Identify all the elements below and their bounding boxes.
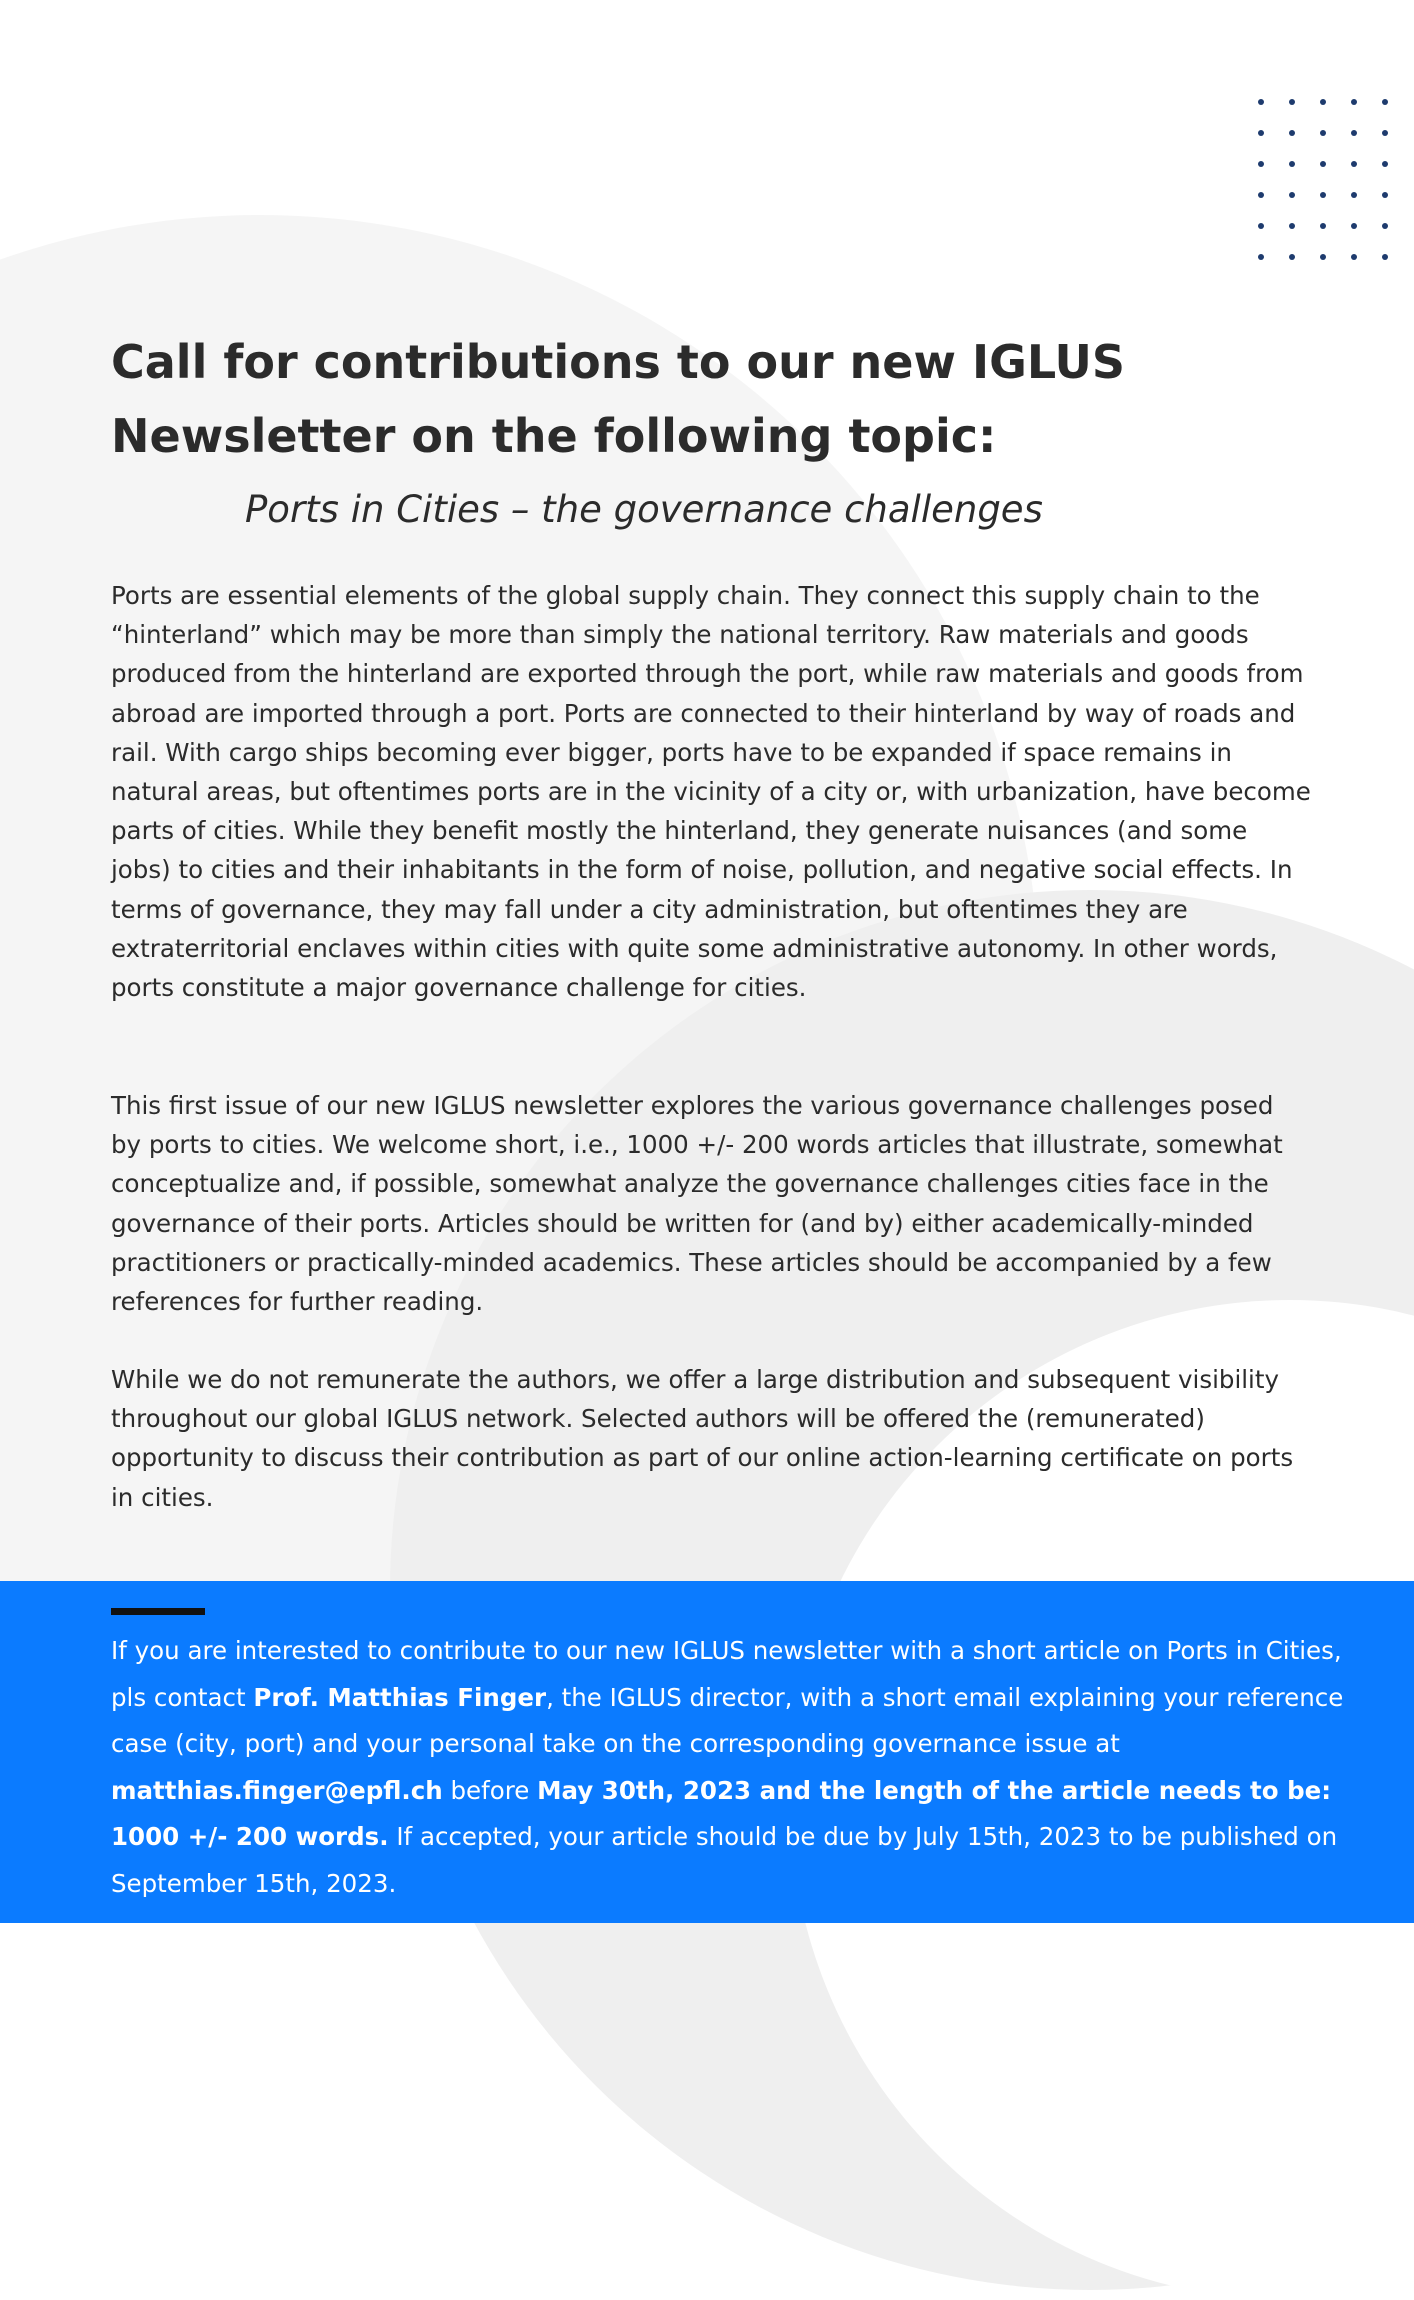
contact-name: Prof. Matthias Finger [253,1682,547,1712]
paragraph-remuneration: While we do not remunerate the authors, we offer a large distribution and subsequent visibility throughout our global IGLUS network. Selected authors will be offered the (remunerated) opportunity to discuss their contribution as part of our online action-learning certificate on ports in cities. [111,1365,1294,1512]
dot [1258,192,1264,198]
dot [1289,192,1295,198]
accent-bar [111,1608,205,1615]
paragraph-newsletter-issue: This first issue of our new IGLUS newsletter explores the various governance challenges posed by ports to cities. We welcome short, i.e., 1000 +/- 200 words articles that illustrate, somewhat conceptualize and, if possible, somewhat analyze the governance challenges cities face in the governance of their ports. Articles should be written for (and by) either academically-minded practitioners or practically-minded academics. These articles should be accompanied by a few references for further reading. [111,1091,1283,1317]
dot [1320,223,1326,229]
dot [1351,192,1357,198]
contact-text-part2: , the IGLUS director, with a short email explaining your reference case (city, port) and your personal take on the corresponding governance issue at [111,1682,1344,1758]
dot [1382,254,1388,260]
dot [1351,161,1357,167]
dot [1320,99,1326,105]
page-title: Call for contributions to our new IGLUS Newsletter on the following topic: [111,335,1126,463]
dot [1258,130,1264,136]
contact-text-part3: before [442,1775,538,1805]
dot [1289,223,1295,229]
dot [1320,192,1326,198]
contact-text [111,1628,1351,1907]
dot [1289,99,1295,105]
dot [1258,161,1264,167]
dot [1351,99,1357,105]
dot [1289,130,1295,136]
contact-deadline: May 30th, 2023 and the length of the article needs to be: 1000 +/- 200 words. [111,1775,1332,1851]
dot [1258,254,1264,260]
dot [1289,161,1295,167]
dot [1258,223,1264,229]
dot [1320,130,1326,136]
dot [1382,223,1388,229]
dot [1351,130,1357,136]
topic-subtitle: Ports in Cities – the governance challenges [245,488,1043,531]
contact-text-part1: If you are interested to contribute to our new IGLUS newsletter with a short article on Ports in Cities, pls contact [111,1636,1342,1712]
contact-email-link[interactable]: matthias.finger@epfl.ch [111,1775,443,1805]
dot [1320,161,1326,167]
contact-text-part4: If accepted, your article should be due by July 15th, 2023 to be published on September 15th, 2023. [111,1822,1338,1898]
dot [1351,223,1357,229]
dot [1320,254,1326,260]
dot [1258,99,1264,105]
paragraph-ports-overview: Ports are essential elements of the global supply chain. They connect this supply chain to the “hinterland” which may be more than simply the national territory. Raw materials and goods produced from the hinterland are exported through the port, while raw materials and goods from abroad are imported through a port. Ports are connected to their hinterland by way of roads and rail. With cargo ships becoming ever bigger, ports have to be expanded if space remains in natural areas, but oftentimes ports are in the vicinity of a city or, with urbanization, have become parts of cities. While they benefit mostly the hinterland, they generate nuisances (and some jobs) to cities and their inhabitants in the form of noise, pollution, and negative social effects. In terms of governance, they may fall under a city administration, but oftentimes they are extraterritorial enclaves within cities with quite some administrative autonomy. In other words, ports constitute a major governance challenge for cities. [111,581,1311,1003]
dot [1382,99,1388,105]
contact-banner [0,1581,1414,1923]
dot [1382,161,1388,167]
dot [1382,130,1388,136]
dot [1351,254,1357,260]
dot [1382,192,1388,198]
decorative-dot-grid [1258,99,1388,260]
dot [1289,254,1295,260]
